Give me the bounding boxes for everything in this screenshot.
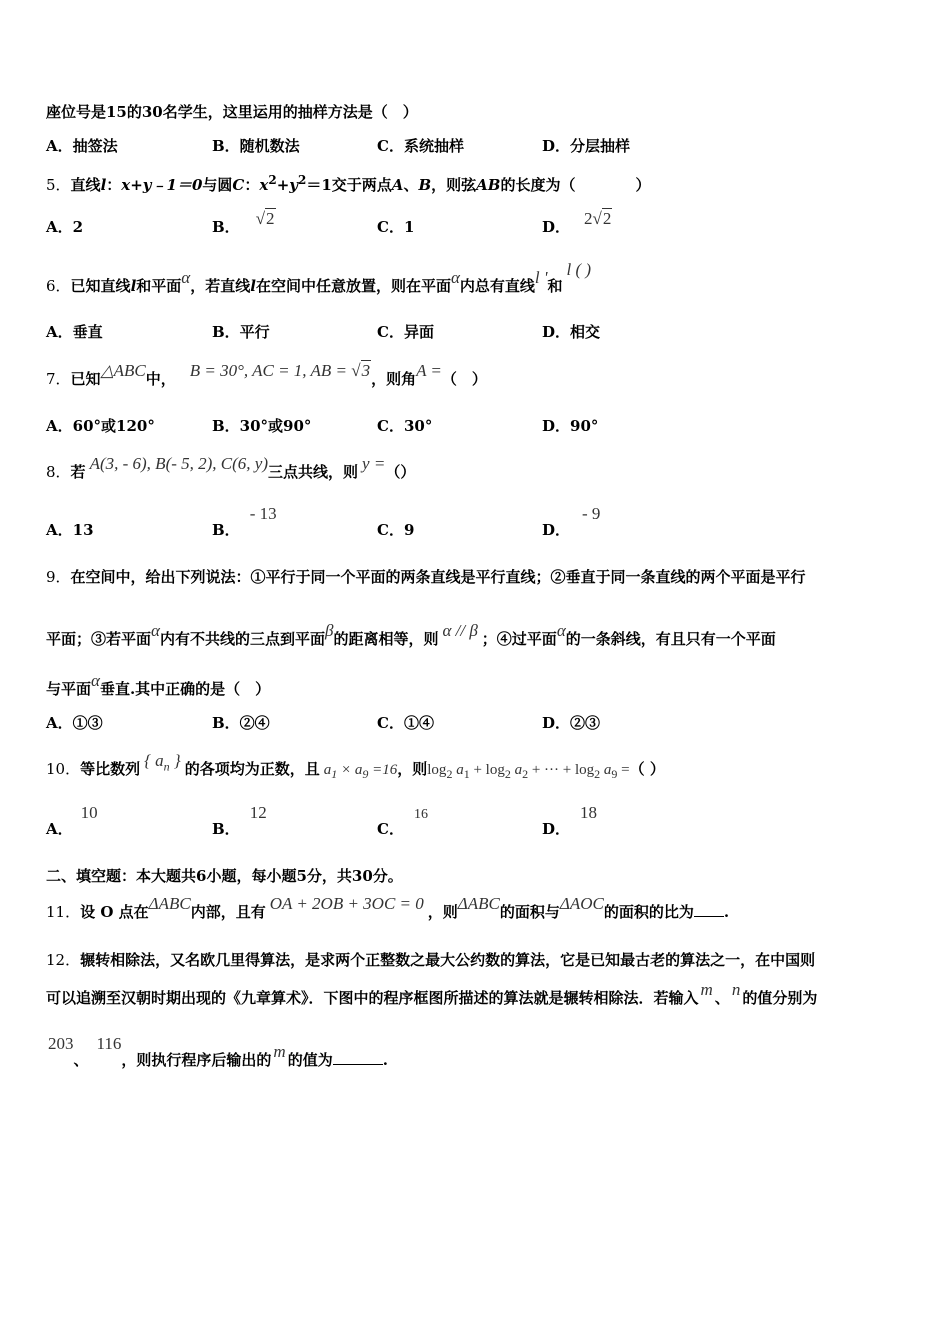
q10-option-b: B．12 xyxy=(212,803,267,838)
q4-option-d: D．分层抽样 xyxy=(542,137,631,155)
q9-line-3: 与平面α垂直.其中正确的是（ ） xyxy=(46,671,271,698)
q9-option-d: D．②③ xyxy=(542,714,601,732)
q9-option-a: A．①③ xyxy=(46,714,103,732)
q12-line-1: 12．辗转相除法，又名欧几里得算法，是求两个正整数之最大公约数的算法，它是已知最古老的算法之一，在中国则 xyxy=(46,951,816,969)
q9-line-2: 平面；③若平面α内有不共线的三点到平面β的距离相等，则 α // β ；④过平面α的一条斜线，有且只有一个平面 xyxy=(46,621,776,648)
q7-option-c: C．30° xyxy=(377,417,433,435)
q12-line-3: 203、116，则执行程序后输出的 m 的值为 . xyxy=(48,1034,388,1069)
q10-option-a: A．10 xyxy=(46,803,98,838)
q10-stem: 10．等比数列 { $a_n$ } 的各项均为正数，且 $a_1 \times a_9 =16$，则$\log_2 a_1 + \log_2 a_2$ + ··· + $\log_2 a_9$ =（ ） xyxy=(46,751,665,781)
q4-option-b: B．随机数法 xyxy=(212,137,300,155)
q11-answer-blank xyxy=(694,916,724,917)
q9-option-b: B．②④ xyxy=(212,714,270,732)
q7-stem: 7．已知△ABC中， B = 30°, AC = 1, AB = √3，则角A =（ ） xyxy=(46,361,487,388)
q9-option-c: C．①④ xyxy=(377,714,434,732)
q10-option-c: C．16 xyxy=(377,807,428,838)
q8-stem: 8．若 A(3, - 6), B(- 5, 2), C(6, y)三点共线，则 y =（） xyxy=(46,454,416,481)
q5-option-a: A．2 xyxy=(46,218,84,236)
q7-option-b: B．30°或90° xyxy=(212,417,312,435)
q12-answer-blank xyxy=(333,1064,383,1065)
q7-option-d: D．90° xyxy=(542,417,599,435)
q7-option-a: A．60°或120° xyxy=(46,417,155,435)
q4-stem: 座位号是15的30名学生，这里运用的抽样方法是（ ） xyxy=(46,103,418,121)
q5-option-d: D． 2√2 xyxy=(542,209,612,236)
q8-option-b: B．- 13 xyxy=(212,504,277,539)
q6-option-b: B．平行 xyxy=(212,323,270,341)
q5-stem: 5．直线l：x+y﹣1＝0与圆C：$x^2+y^2=1$交于两点A、B，则弦AB的长度为（ ） xyxy=(46,173,651,194)
q4-option-c: C．系统抽样 xyxy=(377,137,464,155)
q5-option-b: B． √2 xyxy=(212,209,275,236)
q6-option-d: D．相交 xyxy=(542,323,601,341)
q6-option-a: A．垂直 xyxy=(46,323,103,341)
q9-line-1: 9．在空间中，给出下列说法：①平行于同一个平面的两条直线是平行直线；②垂直于同一条直线的两个平面是平行 xyxy=(46,568,806,586)
q8-option-c: C．9 xyxy=(377,521,415,539)
q12-line-2: 可以追溯至汉朝时期出现的《九章算术》．下图中的程序框图所描述的算法就是辗转相除法．若输入 m 、 n 的值分别为 xyxy=(46,980,818,1007)
q11-stem: 11．设 O 点在ΔABC内部，且有 OA + 2OB + 3OC = 0 ，则ΔABC的面积与ΔAOC的面积的比为 . xyxy=(46,894,730,921)
q8-option-a: A．13 xyxy=(46,521,94,539)
q6-stem: 6．已知直线l和平面α，若直线l在空间中任意放置，则在平面α内总有直线l '和l ( ) xyxy=(46,260,592,295)
q8-option-d: D．- 9 xyxy=(542,504,601,539)
q10-option-d: D．18 xyxy=(542,803,598,838)
q5-option-c: C．1 xyxy=(377,218,415,236)
section-2-heading: 二、填空题：本大题共6小题，每小题5分，共30分。 xyxy=(46,867,403,885)
q4-option-a: A．抽签法 xyxy=(46,137,118,155)
q6-option-c: C．异面 xyxy=(377,323,434,341)
